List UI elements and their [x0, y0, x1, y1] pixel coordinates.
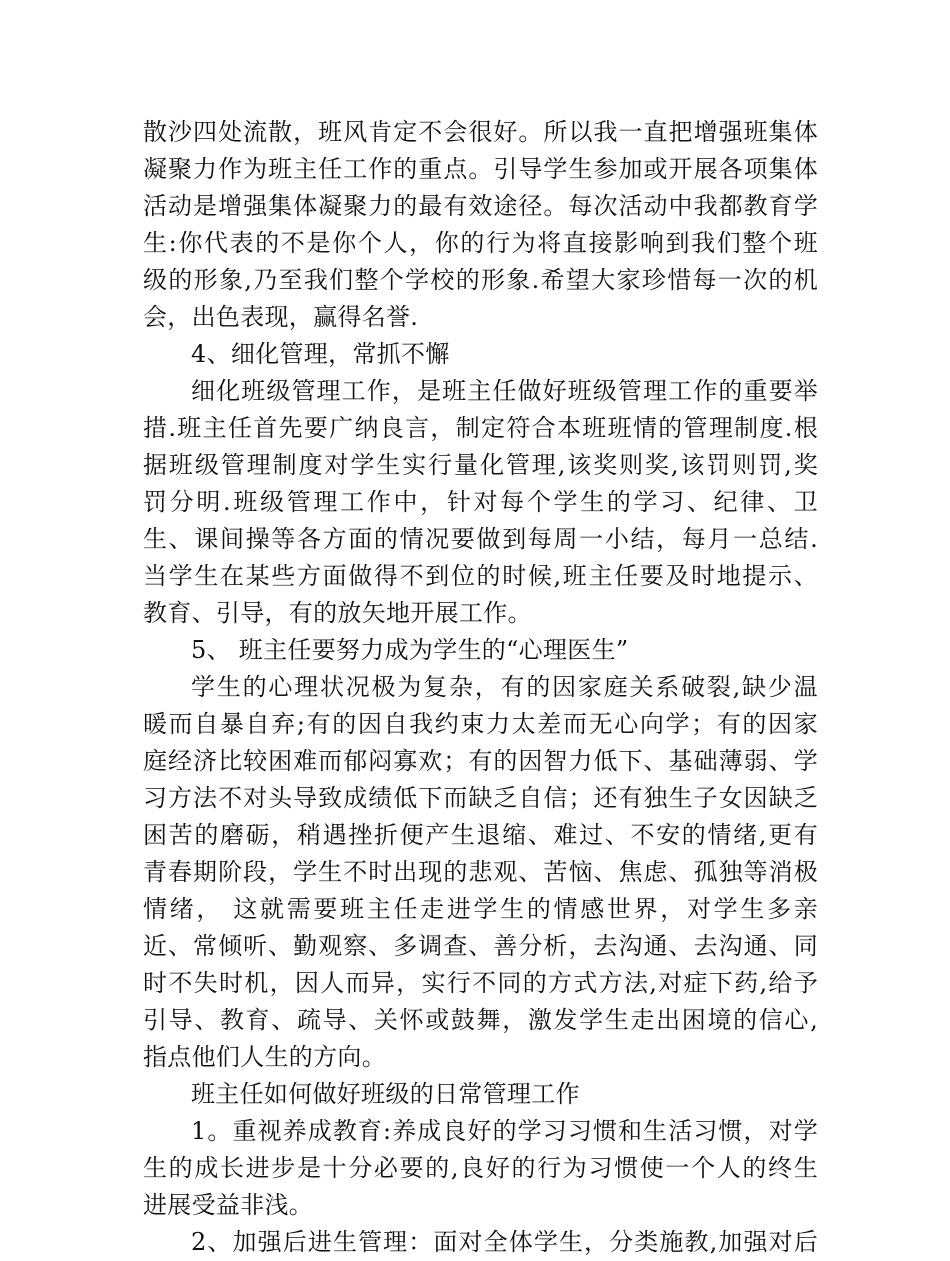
text-line: 教育、引导，有的放矢地开展工作。: [143, 599, 532, 627]
text-line: 2、加强后进生管理：面对全体学生，分类施教,加强对后: [191, 1228, 818, 1256]
section-heading: 5、 班主任要努力成为学生的“心理医生”: [191, 636, 629, 664]
text-line: 措.班主任首先要广纳良言，制定符合本班班情的管理制度.根: [143, 414, 818, 442]
text-line: 1。重视养成教育:养成良好的学习习惯和生活习惯，对学: [191, 1117, 818, 1145]
text-line: 会，出色表现，赢得名誉.: [143, 303, 419, 331]
text-line: 近、常倾听、勤观察、多调查、善分析，去沟通、去沟通、同: [143, 932, 818, 960]
text-line: 当学生在某些方面做得不到位的时候,班主任要及时地提示、: [143, 562, 818, 590]
text-line: 级的形象,乃至我们整个学校的形象.希望大家珍惜每一次的机: [143, 266, 818, 294]
text-line: 细化班级管理工作，是班主任做好班级管理工作的重要举: [191, 377, 818, 405]
text-line: 生、课间操等各方面的情况要做到每周一小结，每月一总结.: [143, 525, 818, 553]
text-line: 进展受益非浅。: [143, 1191, 314, 1219]
text-line: 习方法不对头导致成绩低下而缺乏自信；还有独生子女因缺乏: [143, 784, 818, 812]
text-line: 凝聚力作为班主任工作的重点。引导学生参加或开展各项集体: [143, 155, 818, 183]
section-heading: 班主任如何做好班级的日常管理工作: [191, 1080, 580, 1108]
text-line: 引导、教育、疏导、关怀或鼓舞，激发学生走出困境的信心,: [143, 1006, 818, 1034]
text-line: 生:你代表的不是你个人，你的行为将直接影响到我们整个班: [143, 229, 818, 257]
text-line: 庭经济比较困难而郁闷寡欢；有的因智力低下、基础薄弱、学: [143, 747, 818, 775]
text-line: 指点他们人生的方向。: [143, 1043, 386, 1071]
text-line: 散沙四处流散，班风肯定不会很好。所以我一直把增强班集体: [143, 118, 818, 146]
section-heading: 4、细化管理，常抓不懈: [191, 340, 450, 368]
text-line: 学生的心理状况极为复杂，有的因家庭关系破裂,缺少温: [191, 673, 818, 701]
text-line: 罚分明.班级管理工作中，针对每个学生的学习、纪律、卫: [143, 488, 818, 516]
text-line: 据班级管理制度对学生实行量化管理,该奖则奖,该罚则罚,奖: [143, 451, 818, 479]
text-line: 情绪， 这就需要班主任走进学生的情感世界，对学生多亲: [143, 895, 818, 923]
text-line: 暖而自暴自弃;有的因自我约束力太差而无心向学；有的因家: [143, 710, 818, 738]
document-body: [143, 114, 818, 1261]
text-line: 青春期阶段，学生不时出现的悲观、苦恼、焦虑、孤独等消极: [143, 858, 818, 886]
text-line: 生的成长进步是十分必要的,良好的行为习惯使一个人的终生: [143, 1154, 818, 1182]
text-line: 时不失时机，因人而异，实行不同的方式方法,对症下药,给予: [143, 969, 818, 997]
text-line: 困苦的磨砺，稍遇挫折便产生退缩、难过、不安的情绪,更有: [143, 821, 818, 849]
text-line: 活动是增强集体凝聚力的最有效途径。每次活动中我都教育学: [143, 192, 818, 220]
